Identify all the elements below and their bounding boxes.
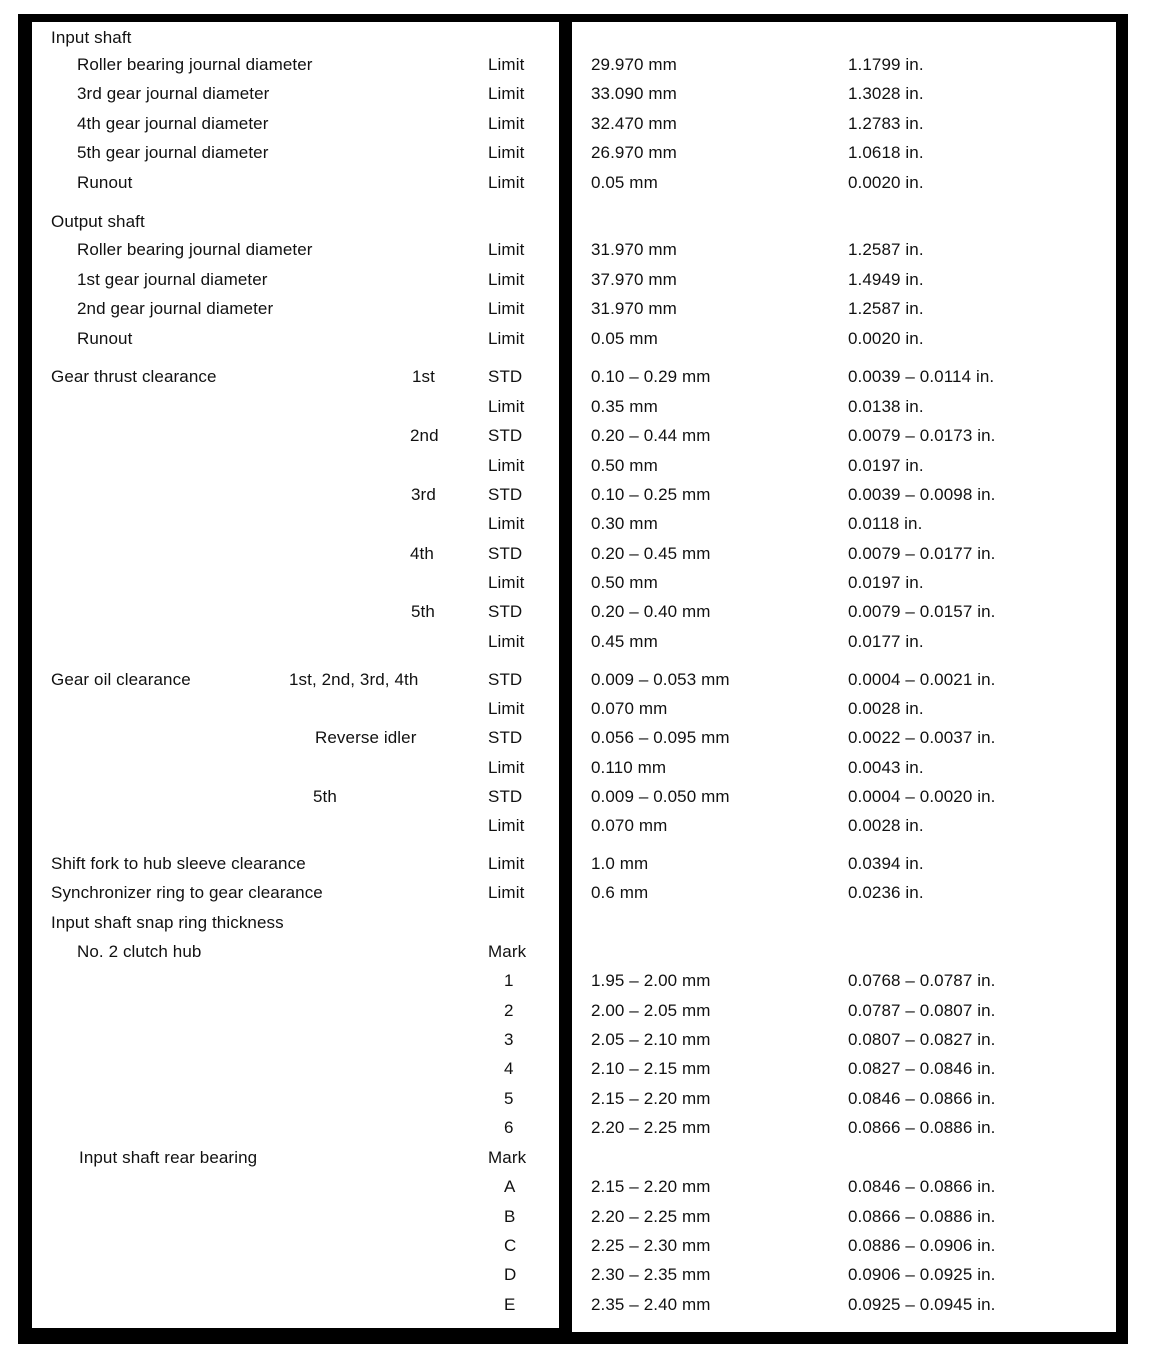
row-label: Synchronizer ring to gear clearance: [51, 883, 323, 902]
row-value-inch: 0.0020 in.: [848, 329, 924, 348]
row-value-mm: 0.05 mm: [591, 329, 658, 348]
table-row: [0, 1086, 1152, 1112]
row-label: Input shaft snap ring thickness: [51, 913, 284, 932]
row-value-mm: 31.970 mm: [591, 299, 677, 318]
row-condition: STD: [488, 367, 523, 386]
row-value-inch: 0.0020 in.: [848, 173, 924, 192]
row-value-mm: 2.35 – 2.40 mm: [591, 1295, 711, 1314]
row-value-inch: 1.2587 in.: [848, 299, 924, 318]
row-mark: 4: [504, 1059, 514, 1078]
row-value-inch: 0.0846 – 0.0866 in.: [848, 1089, 996, 1108]
table-row: [0, 237, 1152, 263]
table-row: [0, 267, 1152, 293]
row-value-inch: 0.0138 in.: [848, 397, 924, 416]
row-condition: Limit: [488, 573, 525, 592]
row-condition: Limit: [488, 84, 525, 103]
row-label: Gear oil clearance: [51, 670, 191, 689]
row-value-inch: 0.0197 in.: [848, 456, 924, 475]
row-condition: Limit: [488, 270, 525, 289]
row-label: Roller bearing journal diameter: [77, 55, 313, 74]
row-value-inch: 0.0079 – 0.0157 in.: [848, 602, 996, 621]
row-value-mm: 0.20 – 0.44 mm: [591, 426, 711, 445]
row-label: Output shaft: [51, 212, 145, 231]
row-condition: Limit: [488, 55, 525, 74]
row-value-mm: 37.970 mm: [591, 270, 677, 289]
row-label: Shift fork to hub sleeve clearance: [51, 854, 306, 873]
row-qualifier: 4th: [410, 544, 434, 563]
table-row: [0, 1292, 1152, 1318]
row-value-inch: 0.0197 in.: [848, 573, 924, 592]
table-row: [0, 813, 1152, 839]
row-value-inch: 0.0807 – 0.0827 in.: [848, 1030, 996, 1049]
row-value-mm: 0.35 mm: [591, 397, 658, 416]
table-row: [0, 140, 1152, 166]
row-value-inch: 0.0866 – 0.0886 in.: [848, 1118, 996, 1137]
row-value-inch: 0.0177 in.: [848, 632, 924, 651]
table-row: [0, 1027, 1152, 1053]
row-condition: Limit: [488, 854, 525, 873]
row-mark: 3: [504, 1030, 514, 1049]
table-row: [0, 1174, 1152, 1200]
row-mark: 6: [504, 1118, 514, 1137]
table-row: [0, 423, 1152, 449]
row-mark: 1: [504, 971, 514, 990]
table-row: [0, 81, 1152, 107]
row-label: No. 2 clutch hub: [77, 942, 202, 961]
row-value-inch: 0.0028 in.: [848, 699, 924, 718]
row-condition: STD: [488, 426, 523, 445]
row-qualifier: 1st, 2nd, 3rd, 4th: [289, 670, 419, 689]
row-value-mm: 0.009 – 0.053 mm: [591, 670, 730, 689]
row-condition: Limit: [488, 173, 525, 192]
row-qualifier: 5th: [411, 602, 435, 621]
row-condition: Limit: [488, 143, 525, 162]
table-row: [0, 755, 1152, 781]
row-value-mm: 31.970 mm: [591, 240, 677, 259]
table-row: [0, 998, 1152, 1024]
row-qualifier: 2nd: [410, 426, 439, 445]
row-value-inch: 0.0768 – 0.0787 in.: [848, 971, 996, 990]
row-value-mm: 0.070 mm: [591, 816, 668, 835]
row-mark: B: [504, 1207, 516, 1226]
row-value-inch: 0.0022 – 0.0037 in.: [848, 728, 996, 747]
table-row: [0, 1262, 1152, 1288]
table-row: [0, 910, 1152, 936]
row-value-mm: 2.00 – 2.05 mm: [591, 1001, 711, 1020]
row-value-mm: 0.110 mm: [591, 758, 667, 777]
table-row: [0, 209, 1152, 235]
table-row: [0, 939, 1152, 965]
row-value-mm: 2.30 – 2.35 mm: [591, 1265, 711, 1284]
row-value-inch: 0.0846 – 0.0866 in.: [848, 1177, 996, 1196]
row-value-inch: 0.0827 – 0.0846 in.: [848, 1059, 996, 1078]
row-label: Input shaft: [51, 28, 132, 47]
row-value-inch: 0.0028 in.: [848, 816, 924, 835]
row-value-inch: 0.0118 in.: [848, 514, 923, 533]
row-condition: Limit: [488, 883, 525, 902]
row-value-inch: 0.0866 – 0.0886 in.: [848, 1207, 996, 1226]
row-value-mm: 0.30 mm: [591, 514, 658, 533]
row-value-mm: 0.05 mm: [591, 173, 658, 192]
row-value-inch: 1.2587 in.: [848, 240, 924, 259]
table-row: [0, 482, 1152, 508]
table-row: [0, 52, 1152, 78]
row-value-mm: 0.50 mm: [591, 456, 658, 475]
row-value-inch: 0.0787 – 0.0807 in.: [848, 1001, 996, 1020]
row-condition: Mark: [488, 942, 527, 961]
row-value-inch: 0.0906 – 0.0925 in.: [848, 1265, 996, 1284]
table-row: [0, 511, 1152, 537]
row-value-inch: 1.0618 in.: [848, 143, 924, 162]
row-value-mm: 0.20 – 0.40 mm: [591, 602, 711, 621]
row-value-inch: 0.0925 – 0.0945 in.: [848, 1295, 996, 1314]
row-label: Runout: [77, 329, 133, 348]
row-value-mm: 0.20 – 0.45 mm: [591, 544, 711, 563]
row-value-mm: 2.20 – 2.25 mm: [591, 1207, 711, 1226]
row-mark: E: [504, 1295, 516, 1314]
row-value-mm: 32.470 mm: [591, 114, 677, 133]
row-value-inch: 0.0236 in.: [848, 883, 924, 902]
row-mark: A: [504, 1177, 516, 1196]
table-row: [0, 541, 1152, 567]
row-condition: Limit: [488, 758, 525, 777]
row-condition: STD: [488, 485, 523, 504]
row-value-inch: 1.1799 in.: [848, 55, 924, 74]
row-mark: C: [504, 1236, 517, 1255]
row-condition: STD: [488, 602, 523, 621]
table-row: [0, 364, 1152, 390]
row-value-mm: 0.50 mm: [591, 573, 658, 592]
row-mark: 2: [504, 1001, 514, 1020]
table-row: [0, 1204, 1152, 1230]
row-condition: Limit: [488, 632, 525, 651]
row-value-mm: 0.009 – 0.050 mm: [591, 787, 730, 806]
row-label: 2nd gear journal diameter: [77, 299, 274, 318]
row-condition: STD: [488, 544, 523, 563]
row-qualifier: 3rd: [411, 485, 436, 504]
row-label: Gear thrust clearance: [51, 367, 217, 386]
row-label: 5th gear journal diameter: [77, 143, 269, 162]
row-value-mm: 0.056 – 0.095 mm: [591, 728, 730, 747]
row-value-inch: 0.0079 – 0.0177 in.: [848, 544, 996, 563]
row-value-mm: 26.970 mm: [591, 143, 677, 162]
row-value-mm: 2.25 – 2.30 mm: [591, 1236, 711, 1255]
row-value-inch: 1.4949 in.: [848, 270, 924, 289]
table-row: [0, 968, 1152, 994]
row-mark: D: [504, 1265, 517, 1284]
row-value-mm: 2.10 – 2.15 mm: [591, 1059, 711, 1078]
row-condition: Limit: [488, 240, 525, 259]
row-mark: 5: [504, 1089, 514, 1108]
row-condition: Limit: [488, 329, 525, 348]
table-row: [0, 725, 1152, 751]
row-condition: Limit: [488, 699, 525, 718]
row-value-inch: 0.0886 – 0.0906 in.: [848, 1236, 996, 1255]
row-label: Roller bearing journal diameter: [77, 240, 313, 259]
table-row: [0, 599, 1152, 625]
row-value-mm: 2.15 – 2.20 mm: [591, 1177, 711, 1196]
row-value-mm: 0.10 – 0.25 mm: [591, 485, 711, 504]
table-row: [0, 111, 1152, 137]
row-label: 1st gear journal diameter: [77, 270, 268, 289]
row-label: Runout: [77, 173, 133, 192]
row-value-mm: 2.05 – 2.10 mm: [591, 1030, 711, 1049]
table-row: [0, 696, 1152, 722]
table-row: [0, 453, 1152, 479]
row-value-inch: 0.0004 – 0.0020 in.: [848, 787, 996, 806]
row-value-inch: 0.0039 – 0.0114 in.: [848, 367, 995, 386]
table-row: [0, 570, 1152, 596]
row-value-inch: 0.0079 – 0.0173 in.: [848, 426, 996, 445]
row-qualifier: 1st: [412, 367, 435, 386]
table-row: [0, 629, 1152, 655]
row-value-mm: 29.970 mm: [591, 55, 677, 74]
table-row: [0, 25, 1152, 51]
table-row: [0, 1145, 1152, 1171]
row-value-inch: 0.0004 – 0.0021 in.: [848, 670, 996, 689]
table-row: [0, 667, 1152, 693]
row-value-mm: 0.45 mm: [591, 632, 658, 651]
row-value-inch: 1.3028 in.: [848, 84, 924, 103]
table-row: [0, 296, 1152, 322]
row-label: 3rd gear journal diameter: [77, 84, 270, 103]
table-row: [0, 170, 1152, 196]
table-row: [0, 1115, 1152, 1141]
row-value-inch: 1.2783 in.: [848, 114, 924, 133]
row-condition: Limit: [488, 456, 525, 475]
row-qualifier: 5th: [313, 787, 337, 806]
row-value-inch: 0.0394 in.: [848, 854, 924, 873]
row-condition: Limit: [488, 514, 525, 533]
row-value-mm: 0.070 mm: [591, 699, 668, 718]
table-row: [0, 851, 1152, 877]
table-row: [0, 1056, 1152, 1082]
row-condition: Limit: [488, 816, 525, 835]
row-value-mm: 1.95 – 2.00 mm: [591, 971, 711, 990]
row-value-mm: 2.15 – 2.20 mm: [591, 1089, 711, 1108]
row-value-inch: 0.0039 – 0.0098 in.: [848, 485, 996, 504]
row-value-mm: 0.10 – 0.29 mm: [591, 367, 711, 386]
row-condition: Limit: [488, 397, 525, 416]
row-value-inch: 0.0043 in.: [848, 758, 924, 777]
row-value-mm: 2.20 – 2.25 mm: [591, 1118, 711, 1137]
row-value-mm: 33.090 mm: [591, 84, 677, 103]
row-condition: Limit: [488, 299, 525, 318]
row-condition: STD: [488, 670, 523, 689]
table-row: [0, 326, 1152, 352]
row-qualifier: Reverse idler: [315, 728, 417, 747]
table-row: [0, 1233, 1152, 1259]
row-label: 4th gear journal diameter: [77, 114, 269, 133]
row-condition: STD: [488, 787, 523, 806]
table-row: [0, 394, 1152, 420]
row-condition: STD: [488, 728, 523, 747]
row-value-mm: 1.0 mm: [591, 854, 649, 873]
table-row: [0, 784, 1152, 810]
table-row: [0, 880, 1152, 906]
row-condition: Mark: [488, 1148, 527, 1167]
row-label: Input shaft rear bearing: [79, 1148, 258, 1167]
row-condition: Limit: [488, 114, 525, 133]
row-value-mm: 0.6 mm: [591, 883, 649, 902]
